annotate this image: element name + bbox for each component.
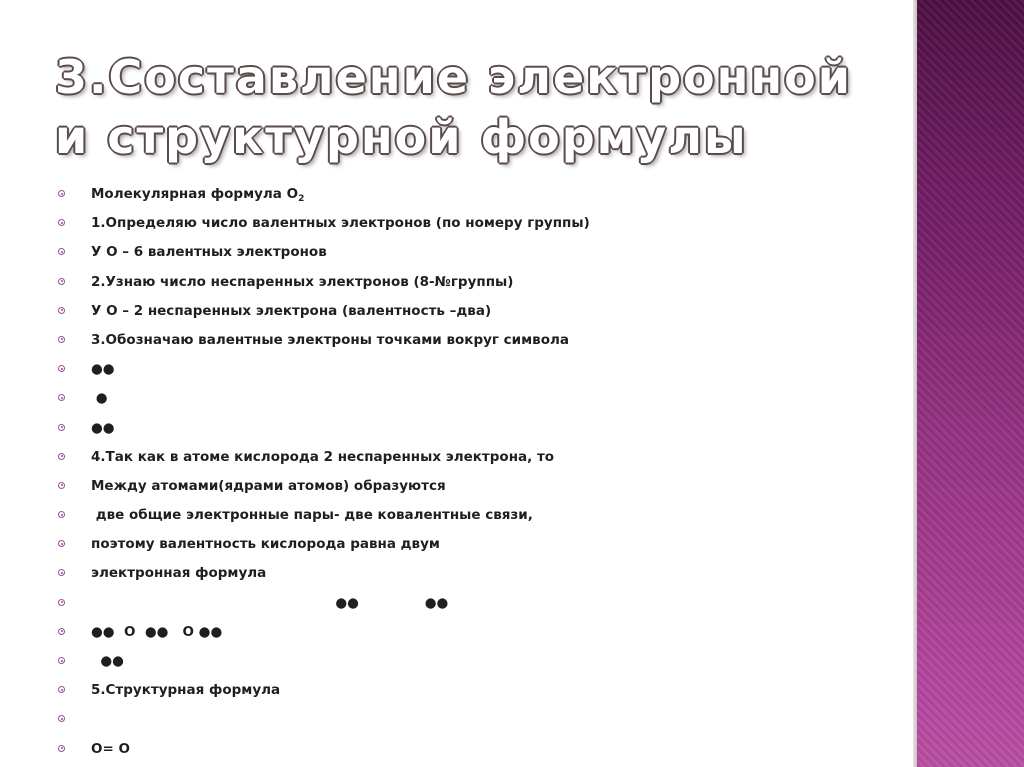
list-item (58, 559, 898, 588)
list-item (58, 735, 898, 764)
electron-dots: ●● (91, 361, 115, 378)
side-panel-edge (913, 0, 917, 767)
list-item (58, 384, 898, 413)
list-item (58, 238, 898, 267)
subscript: 2 (298, 194, 305, 204)
electron-formula: ●● О ●● О ●● (91, 623, 223, 640)
list-item (58, 676, 898, 705)
bullet-icon (58, 540, 65, 547)
title-line-1: 3.Составление электронной (55, 50, 853, 104)
list-item (58, 180, 898, 209)
list-item (58, 443, 898, 472)
electron-dots: ●● (91, 653, 124, 669)
electron-dots: ●● (91, 419, 115, 436)
bullet-icon (58, 745, 65, 752)
list-item (58, 355, 898, 384)
list-item (58, 589, 898, 618)
bullet-icon (58, 657, 65, 664)
item-text: Между атомами(ядрами атомов) образуются (91, 477, 446, 494)
structural-formula: О= О (91, 740, 130, 757)
list-item (58, 618, 898, 647)
list-item (58, 501, 898, 530)
bullet-icon (58, 190, 65, 197)
item-text: Молекулярная формула O (91, 186, 299, 202)
item-text: У О – 2 неспаренных электрона (валентность –два) (91, 302, 492, 319)
bullet-icon (58, 278, 65, 285)
bullet-icon (58, 365, 65, 372)
bullet-list (58, 180, 898, 764)
slide-title (55, 47, 895, 167)
bullet-icon (58, 569, 65, 576)
bullet-icon (58, 336, 65, 343)
item-text: поэтому валентность кислорода равна двум (91, 536, 440, 553)
list-item (58, 297, 898, 326)
decorative-side-panel (913, 0, 1024, 767)
list-item (58, 268, 898, 297)
list-item (58, 530, 898, 559)
list-item (58, 209, 898, 238)
item-text: 5.Структурная формула (91, 682, 281, 699)
bullet-icon (58, 307, 65, 314)
list-item (58, 414, 898, 443)
title-line-2: и структурной формулы (55, 110, 748, 164)
list-item (58, 472, 898, 501)
bullet-icon (58, 686, 65, 693)
item-text: две общие электронные пары- две ковалентные связи, (91, 507, 533, 524)
bullet-icon (58, 394, 65, 401)
bullet-icon (58, 482, 65, 489)
bullet-icon (58, 511, 65, 518)
bullet-icon (58, 248, 65, 255)
electron-dots: ●● ●● (91, 594, 449, 611)
bullet-icon (58, 715, 65, 722)
item-text: 4.Так как в атоме кислорода 2 неспаренных электрона, то (91, 448, 555, 465)
bullet-icon (58, 599, 65, 606)
item-text: У О – 6 валентных электронов (91, 244, 327, 261)
item-text: электронная формула (91, 565, 267, 582)
bullet-icon (58, 628, 65, 635)
bullet-icon (58, 219, 65, 226)
item-text: 2.Узнаю число неспаренных электронов (8-№группы) (91, 273, 514, 290)
bullet-icon (58, 424, 65, 431)
item-text: 1.Определяю число валентных электронов (по номеру группы) (91, 215, 590, 232)
item-text: 3.Обозначаю валентные электроны точками вокруг символа (91, 331, 569, 348)
electron-dots: ● (91, 390, 108, 407)
list-item (58, 326, 898, 355)
bullet-icon (58, 453, 65, 460)
list-item (58, 647, 898, 676)
list-item (58, 705, 898, 734)
